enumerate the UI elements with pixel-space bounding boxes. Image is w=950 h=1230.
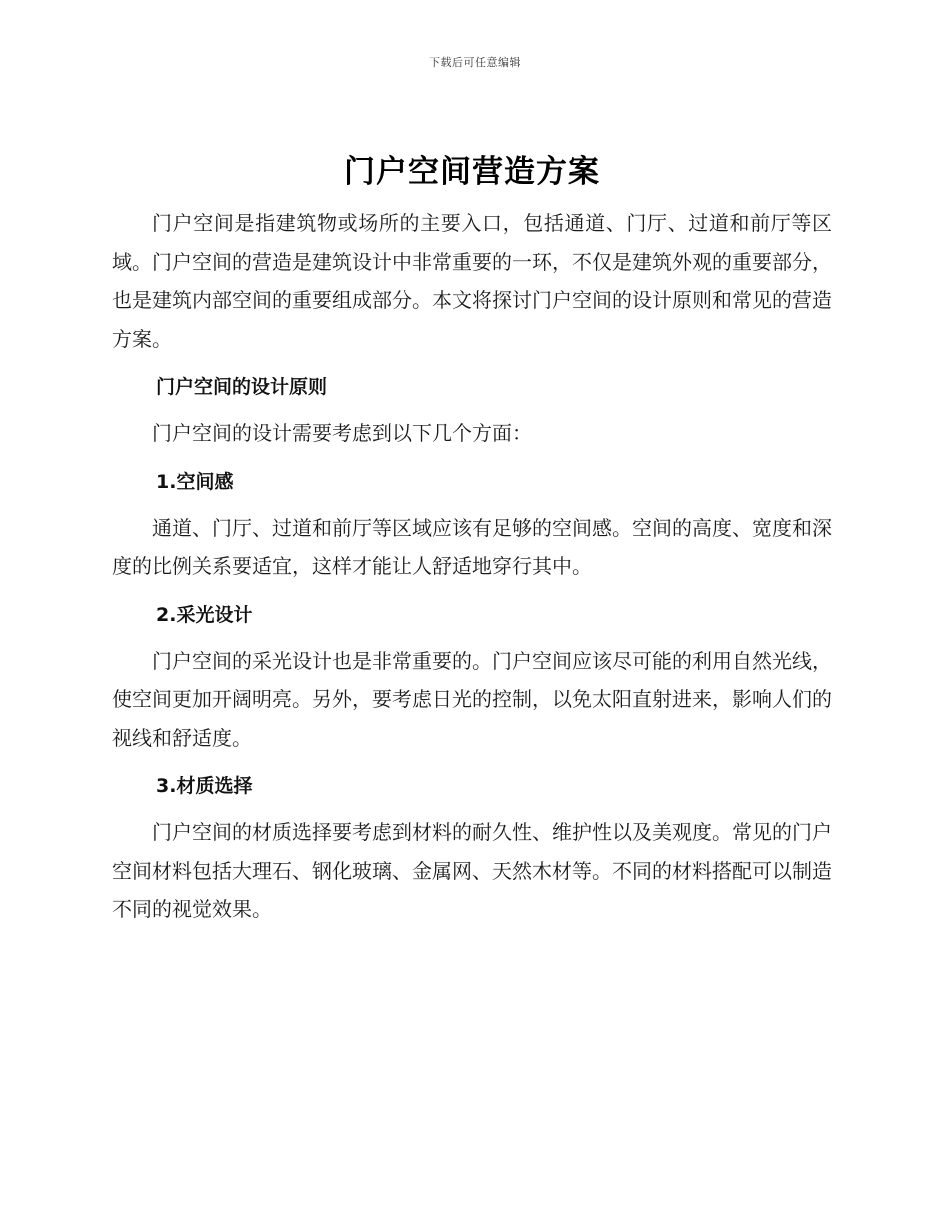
intro-paragraph: 门户空间是指建筑物或场所的主要入口，包括通道、门厅、过道和前厅等区域。门户空间的营造是建筑设计中非常重要的一环，不仅是建筑外观的重要部分，也是建筑内部空间的重要组成部分。本文将探讨门户空间的设计原则和常见的营造方案。 (112, 211, 832, 351)
spacer (112, 453, 832, 467)
section-heading: 门户空间的设计原则 (156, 376, 328, 398)
item-heading-space: 1.空间感 (156, 470, 234, 493)
spacer (112, 630, 832, 642)
spacer (112, 801, 832, 813)
document-body (112, 150, 832, 929)
item-paragraph-space: 通道、门厅、过道和前厅等区域应该有足够的空间感。空间的高度、宽度和深度的比例关系要适宜，这样才能让人舒适地穿行其中。 (112, 515, 832, 578)
document-title: 门户空间营造方案 (344, 154, 600, 190)
section-intro-paragraph: 门户空间的设计需要考虑到以下几个方面： (152, 421, 532, 445)
spacer (112, 358, 832, 372)
item-paragraph-lighting: 门户空间的采光设计也是非常重要的。门户空间应该尽可能的利用自然光线，使空间更加开阔明亮。另外，要考虑日光的控制，以免太阳直射进来，影响人们的视线和舒适度。 (112, 648, 832, 750)
item-heading-lighting: 2.采光设计 (156, 603, 253, 626)
spacer (112, 757, 832, 771)
spacer (112, 586, 832, 600)
item-heading-materials: 3.材质选择 (156, 775, 253, 797)
spacer (112, 497, 832, 509)
spacer (112, 402, 832, 414)
item-paragraph-materials: 门户空间的材质选择要考虑到材料的耐久性、维护性以及美观度。常见的门户空间材料包括大理石、钢化玻璃、金属网、天然木材等。不同的材料搭配可以制造不同的视觉效果。 (112, 820, 832, 921)
header-note: 下载后可任意编辑 (429, 56, 521, 69)
